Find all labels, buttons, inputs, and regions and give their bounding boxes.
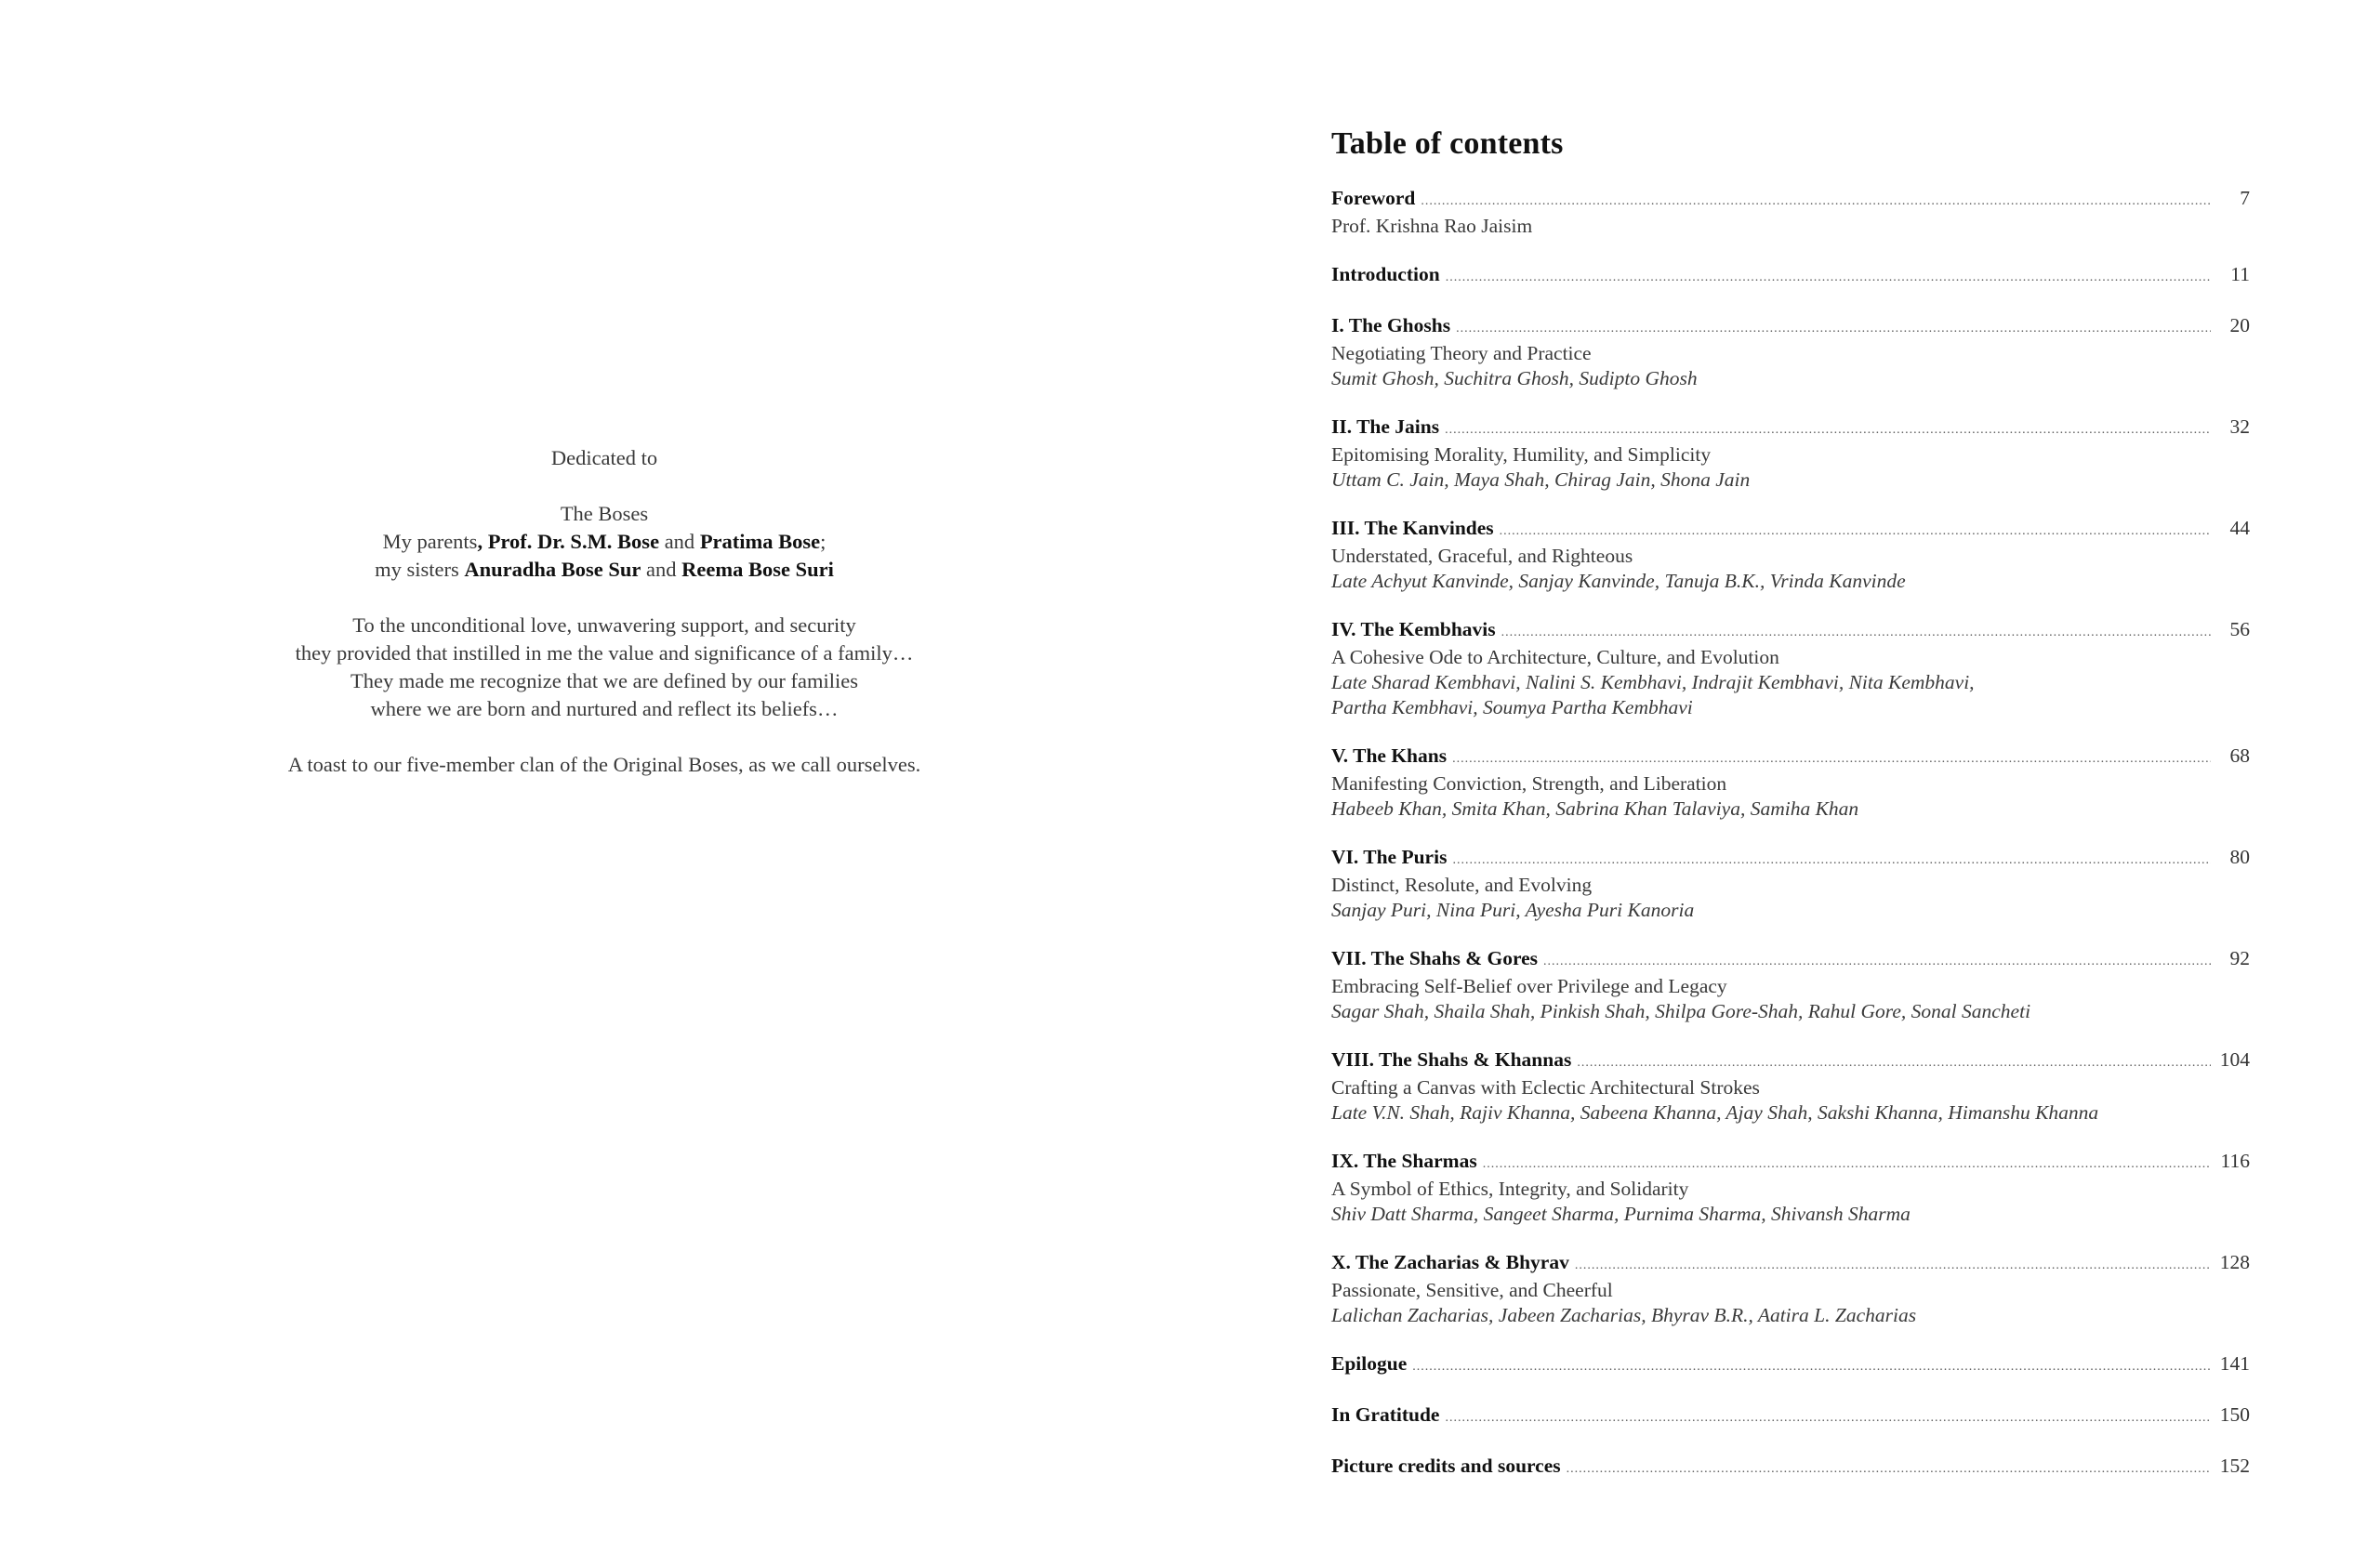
toc-entry[interactable]	[1331, 313, 2250, 391]
dedication-heading: Dedicated to	[550, 446, 658, 469]
toc-entry-title: Picture credits and sources	[1331, 1455, 1561, 1477]
toc-entry-heading	[1331, 1351, 2250, 1379]
toc-entry-subtitle: Distinct, Resolute, and Evolving	[1331, 874, 1593, 896]
toc-entry-heading	[1331, 1250, 2250, 1278]
mother-name: Pratima Bose	[699, 530, 821, 553]
toc-entry-subtitle: Understated, Graceful, and Righteous	[1331, 545, 1633, 567]
toc-entry[interactable]	[1331, 415, 2250, 493]
toc-entry[interactable]	[1331, 946, 2250, 1024]
dedication-paragraph-line: To the unconditional love, unwavering support, and security	[352, 613, 856, 637]
toc-entry-authors: Partha Kembhavi, Soumya Partha Kembhavi	[1331, 696, 1693, 718]
toc-page-number: 32	[2229, 415, 2250, 438]
toc-entry-heading	[1331, 845, 2250, 873]
toc-entry[interactable]	[1331, 1149, 2250, 1227]
toc-entry-title: In Gratitude	[1331, 1403, 1440, 1426]
toc-entry-authors: Lalichan Zacharias, Jabeen Zacharias, Bhyrav B.R., Aatira L. Zacharias	[1331, 1304, 1917, 1326]
toc-entry-heading	[1331, 946, 2250, 974]
toc-entry[interactable]	[1331, 1454, 2250, 1482]
dot-leader	[1412, 1354, 2211, 1379]
toc-entry[interactable]	[1331, 617, 2250, 720]
dedication-parents-line	[186, 528, 1023, 556]
dedication-toast: A toast to our five-member clan of the Original Boses, as we call ourselves.	[287, 753, 921, 776]
toc-page-number: 116	[2220, 1150, 2250, 1172]
dedication-paragraph-line: they provided that instilled in me the value and significance of a family…	[295, 641, 914, 665]
toc-entry-subtitle: Embracing Self-Belief over Privilege and Legacy	[1331, 975, 1727, 997]
toc-entry-heading	[1331, 313, 2250, 341]
toc-entry-title: VII. The Shahs & Gores	[1331, 947, 1539, 969]
toc-entry-title: V. The Khans	[1331, 744, 1448, 767]
dot-leader	[1575, 1253, 2211, 1278]
toc-entry-authors: Habeeb Khan, Smita Khan, Sabrina Khan Talaviya, Samiha Khan	[1331, 797, 1859, 820]
dot-leader	[1446, 265, 2211, 290]
dot-leader	[1456, 316, 2211, 341]
dot-leader	[1452, 746, 2211, 771]
toc-entry-title: VIII. The Shahs & Khannas	[1331, 1048, 1572, 1071]
toc-entry-subtitle: Manifesting Conviction, Strength, and Liberation	[1331, 772, 1727, 795]
dot-leader	[1445, 1405, 2211, 1430]
father-name: , Prof. Dr. S.M. Bose	[477, 530, 660, 553]
sisters-prefix: my sisters	[375, 558, 465, 581]
toc-page-number: 141	[2219, 1352, 2250, 1375]
toc-entry-authors: Sagar Shah, Shaila Shah, Pinkish Shah, Shilpa Gore-Shah, Rahul Gore, Sonal Sancheti	[1331, 1000, 2031, 1022]
sister-name-1: Anuradha Bose Sur	[464, 558, 641, 581]
toc-entry-heading	[1331, 1454, 2250, 1482]
toc-entry-authors: Sumit Ghosh, Suchitra Ghosh, Sudipto Ghosh	[1331, 367, 1698, 389]
toc-page-number: 92	[2229, 947, 2250, 969]
toc-entry-heading	[1331, 186, 2250, 214]
toc-page-number: 44	[2229, 517, 2250, 539]
toc-page-number: 152	[2219, 1455, 2250, 1477]
dot-leader	[1567, 1456, 2211, 1482]
toc-entry-heading	[1331, 262, 2250, 290]
toc-entry-subtitle: A Symbol of Ethics, Integrity, and Solidarity	[1331, 1178, 1689, 1200]
toc-entry-title: IV. The Kembhavis	[1331, 618, 1496, 640]
toc-entry[interactable]	[1331, 1047, 2250, 1126]
dedication-page	[186, 444, 1023, 779]
toc-entry-title: Foreword	[1331, 187, 1416, 209]
toc-entry-authors: Late Achyut Kanvinde, Sanjay Kanvinde, Tanuja B.K., Vrinda Kanvinde	[1331, 570, 1906, 592]
dedication-family: The Boses	[560, 502, 649, 525]
toc-page-number: 56	[2229, 618, 2250, 640]
toc-entry-authors: Shiv Datt Sharma, Sangeet Sharma, Purnima Sharma, Shivansh Sharma	[1331, 1203, 1911, 1225]
dot-leader	[1483, 1152, 2211, 1177]
toc-entry-subtitle: A Cohesive Ode to Architecture, Culture, and Evolution	[1331, 646, 1779, 668]
toc-entry[interactable]	[1331, 845, 2250, 923]
toc-entry-title: IX. The Sharmas	[1331, 1150, 1477, 1172]
parents-prefix: My parents	[382, 530, 478, 553]
toc-page-number: 104	[2219, 1048, 2250, 1071]
parents-suffix: ;	[820, 530, 826, 553]
toc-entry-subtitle: Prof. Krishna Rao Jaisim	[1331, 215, 1533, 237]
toc-entry-authors: Late V.N. Shah, Rajiv Khanna, Sabeena Khanna, Ajay Shah, Sakshi Khanna, Himanshu Khanna	[1331, 1101, 2099, 1124]
sister-name-2: Reema Bose Suri	[681, 558, 834, 581]
toc-entry-title: Epilogue	[1331, 1352, 1408, 1375]
toc-entry-title: II. The Jains	[1331, 415, 1440, 438]
toc-entry-heading	[1331, 1047, 2250, 1075]
toc-title: Table of contents	[1331, 126, 1564, 161]
table-of-contents	[1331, 123, 2250, 1505]
toc-entry[interactable]	[1331, 744, 2250, 822]
toc-entry-subtitle: Crafting a Canvas with Eclectic Architectural Strokes	[1331, 1076, 1760, 1099]
conjunction: and	[641, 558, 682, 581]
toc-entry-heading	[1331, 516, 2250, 544]
toc-entry-heading	[1331, 617, 2250, 645]
toc-entry-subtitle: Negotiating Theory and Practice	[1331, 342, 1592, 364]
toc-page-number: 80	[2229, 846, 2250, 868]
dedication-paragraph-line: where we are born and nurtured and reflect its beliefs…	[370, 697, 839, 720]
toc-entry-heading	[1331, 1403, 2250, 1430]
toc-entry-authors: Uttam C. Jain, Maya Shah, Chirag Jain, Shona Jain	[1331, 468, 1751, 491]
dot-leader	[1577, 1050, 2211, 1075]
toc-page-number: 150	[2219, 1403, 2250, 1426]
toc-entry-subtitle: Epitomising Morality, Humility, and Simplicity	[1331, 443, 1712, 466]
dot-leader	[1445, 417, 2211, 442]
dedication-sisters-line	[186, 556, 1023, 584]
toc-entry-title: X. The Zacharias & Bhyrav	[1331, 1251, 1569, 1273]
toc-entries	[1331, 186, 2250, 1482]
toc-page-number: 68	[2229, 744, 2250, 767]
toc-entry[interactable]	[1331, 262, 2250, 290]
toc-entry-subtitle: Passionate, Sensitive, and Cheerful	[1331, 1279, 1613, 1301]
dot-leader	[1452, 848, 2211, 873]
toc-entry[interactable]	[1331, 1351, 2250, 1379]
toc-entry-title: III. The Kanvindes	[1331, 517, 1494, 539]
toc-entry-heading	[1331, 1149, 2250, 1177]
toc-entry[interactable]	[1331, 1250, 2250, 1328]
toc-page-number: 20	[2229, 314, 2250, 336]
toc-page-number: 11	[2230, 263, 2250, 285]
conjunction: and	[659, 530, 700, 553]
toc-entry-heading	[1331, 415, 2250, 442]
dot-leader	[1543, 949, 2211, 974]
toc-entry[interactable]	[1331, 186, 2250, 239]
toc-entry-authors: Late Sharad Kembhavi, Nalini S. Kembhavi, Indrajit Kembhavi, Nita Kembhavi,	[1331, 671, 1975, 693]
toc-entry-title: VI. The Puris	[1331, 846, 1448, 868]
dot-leader	[1500, 519, 2211, 544]
dot-leader	[1421, 189, 2211, 214]
toc-entry[interactable]	[1331, 516, 2250, 594]
toc-entry[interactable]	[1331, 1403, 2250, 1430]
toc-page-number: 128	[2219, 1251, 2250, 1273]
toc-entry-authors: Sanjay Puri, Nina Puri, Ayesha Puri Kanoria	[1331, 899, 1695, 921]
toc-entry-title: I. The Ghoshs	[1331, 314, 1451, 336]
dot-leader	[1501, 620, 2211, 645]
toc-entry-title: Introduction	[1331, 263, 1440, 285]
toc-entry-heading	[1331, 744, 2250, 771]
toc-page-number: 7	[2240, 187, 2250, 209]
dedication-paragraph-line: They made me recognize that we are defined by our families	[350, 669, 858, 692]
